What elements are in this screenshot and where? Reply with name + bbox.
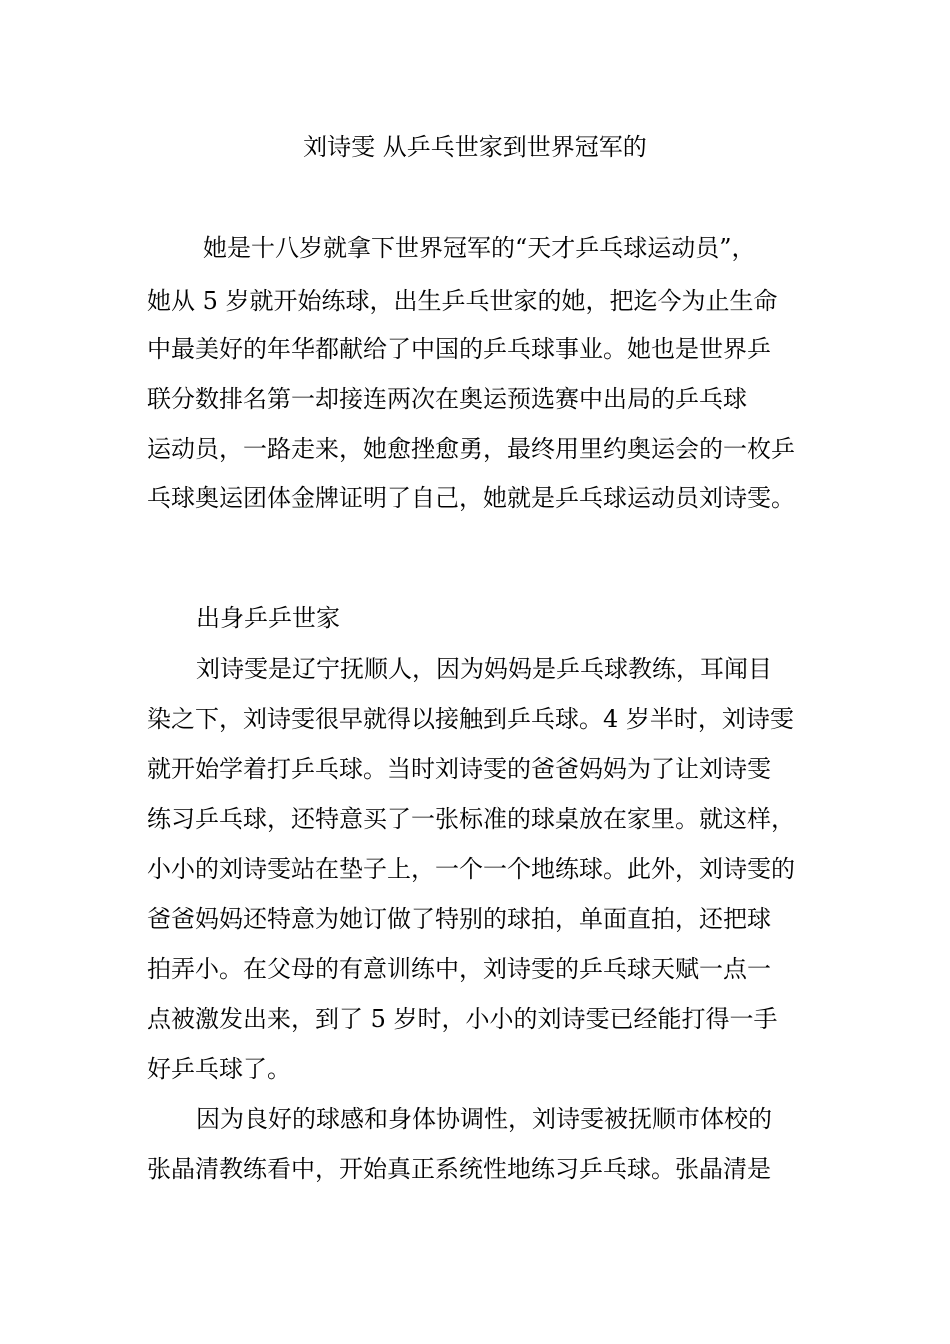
section-line-9: 好乒乓球了。: [147, 1055, 291, 1083]
section2-line-2: 张晶清教练看中，开始真正系统性地练习乒乓球。张晶清是: [147, 1155, 771, 1183]
section2-line-1: 因为良好的球感和身体协调性，刘诗雯被抚顺市体校的: [196, 1105, 772, 1133]
intro-line-1: 她是十八岁就拿下世界冠军的“天才乒乓球运动员”，: [203, 234, 756, 262]
section-line-8: 点被激发出来，到了 5 岁时，小小的刘诗雯已经能打得一手: [147, 1005, 778, 1033]
section-line-5: 小小的刘诗雯站在垫子上，一个一个地练球。此外，刘诗雯的: [147, 855, 795, 883]
intro-line-2: 她从 5 岁就开始练球，出生乒乓世家的她，把迄今为止生命: [147, 287, 778, 315]
section-heading: 出身乒乒世家: [196, 604, 340, 632]
section-line-3: 就开始学着打乒乓球。当时刘诗雯的爸爸妈妈为了让刘诗雯: [147, 755, 771, 783]
section-line-6: 爸爸妈妈还特意为她订做了特别的球拍，单面直拍，还把球: [147, 905, 771, 933]
section-line-1: 刘诗雯是辽宁抚顺人，因为妈妈是乒乓球教练，耳闻目: [196, 655, 772, 683]
section-line-7: 拍弄小。在父母的有意训练中，刘诗雯的乒乓球天赋一点一: [147, 955, 771, 983]
intro-line-3: 中最美好的年华都献给了中国的乒乓球事业。她也是世界乒: [147, 335, 771, 363]
section-line-4: 练习乒乓球，还特意买了一张标准的球桌放在家里。就这样，: [147, 805, 795, 833]
document-title: 刘诗雯 从乒乓世家到世界冠军的: [303, 133, 647, 161]
intro-line-4: 联分数排名第一却接连两次在奥运预选赛中出局的乒乓球: [147, 385, 747, 413]
intro-line-6: 乓球奥运团体金牌证明了自己，她就是乒乓球运动员刘诗雯。: [147, 484, 795, 512]
intro-line-5: 运动员，一路走来，她愈挫愈勇，最终用里约奥运会的一枚乒: [147, 435, 795, 463]
section-line-2: 染之下，刘诗雯很早就得以接触到乒乓球。4 岁半时，刘诗雯: [147, 705, 794, 733]
